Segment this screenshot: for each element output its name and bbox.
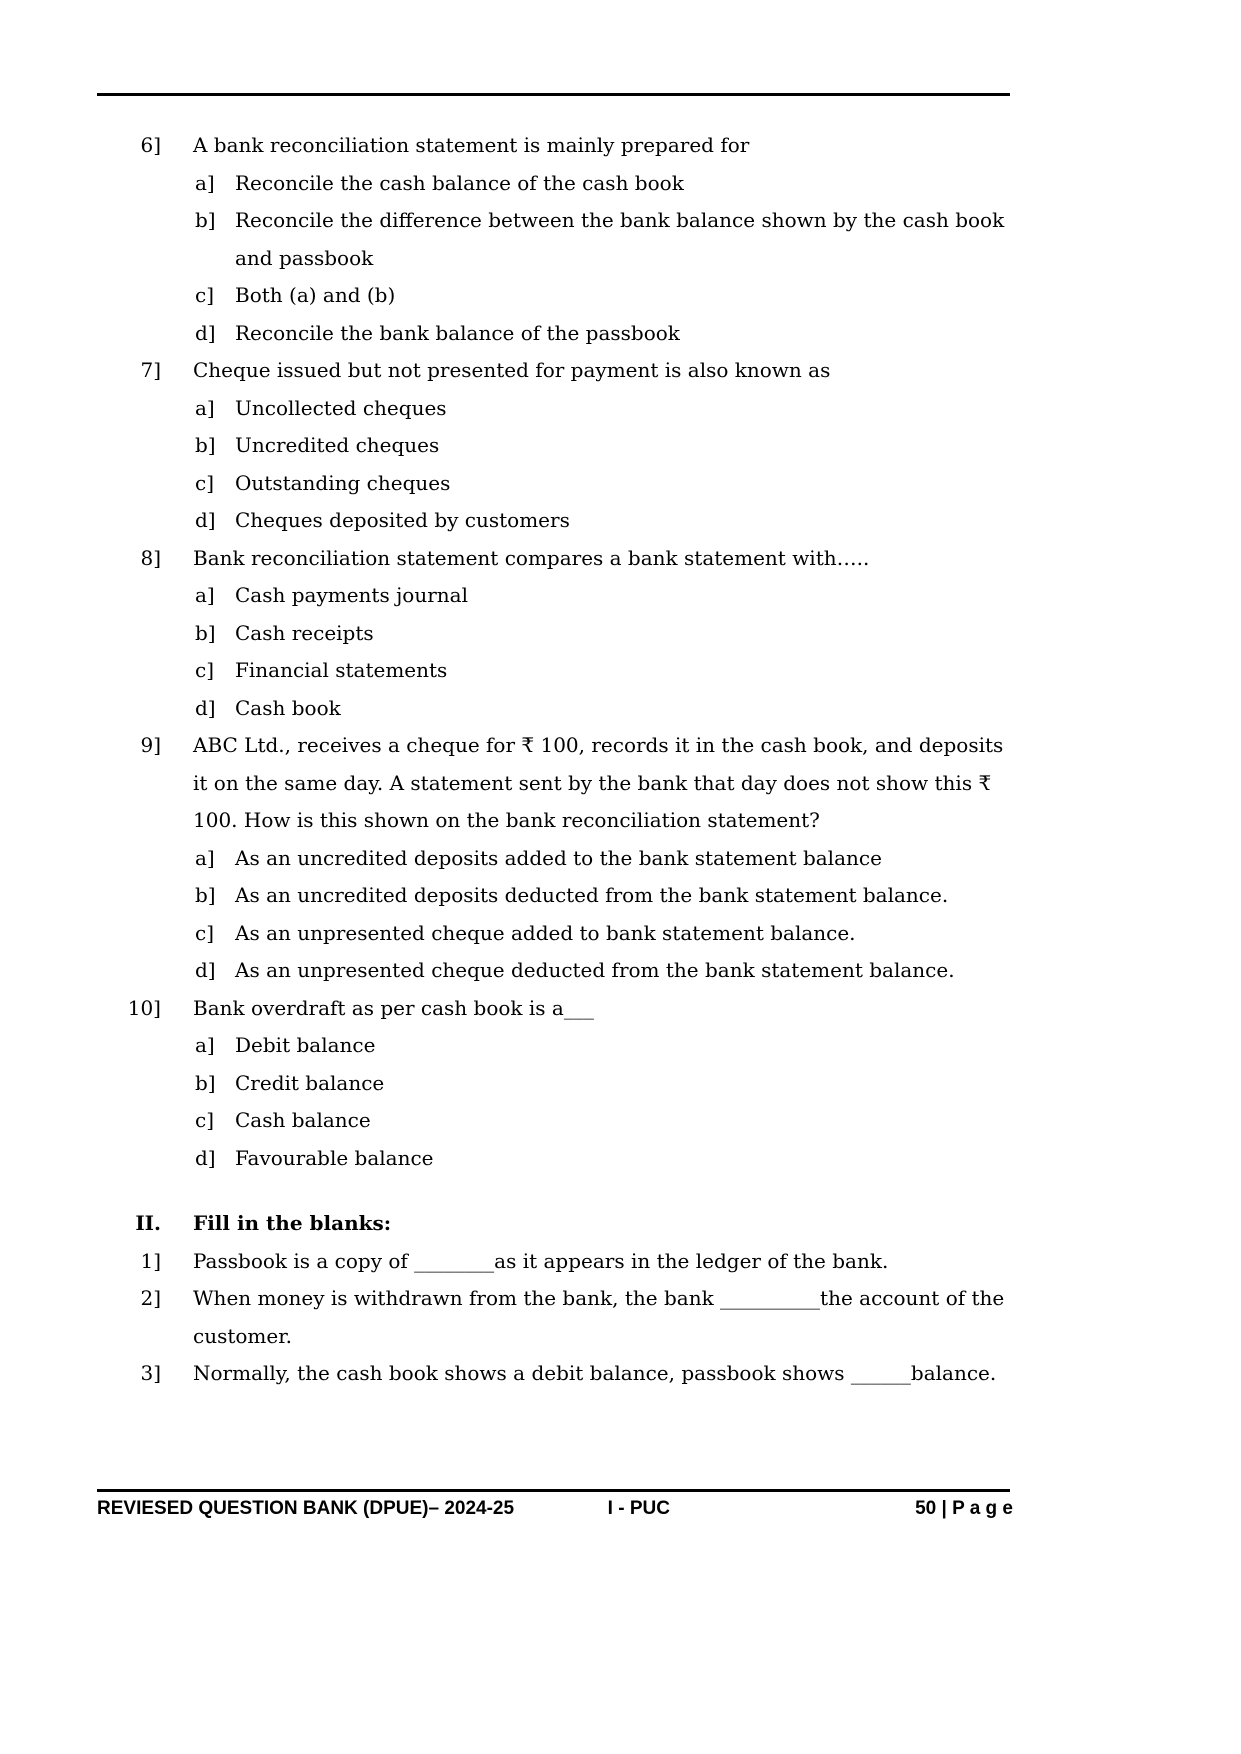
section-title: Fill in the blanks:	[193, 1211, 392, 1235]
option-d	[97, 315, 1013, 353]
option-text: Cash book	[235, 695, 341, 720]
option-label: c]	[195, 1108, 215, 1132]
question-stem	[97, 727, 1013, 840]
option-d	[97, 1140, 1013, 1178]
option-text: Reconcile the cash balance of the cash book	[235, 170, 684, 195]
option-text: Financial statements	[235, 658, 448, 682]
option-label: a]	[195, 845, 215, 870]
option-b	[97, 1065, 1013, 1103]
option-label: c]	[195, 283, 215, 307]
option-text: As an unpresented cheque added to bank statement balance.	[235, 920, 856, 945]
option-c	[97, 652, 1013, 690]
option-a	[97, 840, 1013, 878]
item-number: 2]	[140, 1286, 161, 1310]
fill-blank-item-3	[97, 1355, 1013, 1393]
page-footer	[97, 1498, 1013, 1520]
option-label: b]	[195, 883, 216, 907]
option-a	[97, 165, 1013, 203]
option-label: b]	[195, 620, 216, 645]
section-number: II.	[135, 1211, 161, 1235]
option-text: Reconcile the difference between the bank balance shown by the cash book and passbook	[235, 208, 1005, 270]
item-text: When money is withdrawn from the bank, the bank __________the account of the customer.	[193, 1286, 1005, 1348]
question-text: ABC Ltd., receives a cheque for ₹ 100, records it in the cash book, and deposits it on the same day. A statement sent by the bank that day does not show this ₹ 100. How is this shown on the bank reconciliation statement?	[193, 733, 1004, 832]
option-label: b]	[195, 433, 216, 457]
option-label: d]	[195, 695, 216, 720]
option-b	[97, 877, 1013, 915]
item-text: Normally, the cash book shows a debit balance, passbook shows ______balance.	[193, 1361, 997, 1385]
option-c	[97, 1102, 1013, 1140]
option-label: d]	[195, 320, 216, 345]
option-text: As an unpresented cheque deducted from the bank statement balance.	[235, 958, 955, 982]
option-text: Favourable balance	[235, 1145, 434, 1170]
option-text: Uncredited cheques	[235, 433, 440, 457]
question-stem	[97, 990, 1013, 1028]
footer-rule	[97, 1489, 1010, 1492]
option-d	[97, 502, 1013, 540]
section-heading	[97, 1205, 1013, 1243]
option-text: Debit balance	[235, 1033, 376, 1057]
question-number: 7]	[140, 358, 161, 382]
option-text: Cash balance	[235, 1108, 371, 1132]
option-b	[97, 427, 1013, 465]
option-label: d]	[195, 508, 216, 532]
option-label: c]	[195, 920, 215, 945]
footer-page-number: 50 | P a g e	[915, 1498, 1013, 1519]
option-label: d]	[195, 1145, 216, 1170]
option-b	[97, 615, 1013, 653]
question-stem	[97, 127, 1013, 165]
footer-course-label: I - PUC	[607, 1498, 670, 1519]
item-number: 1]	[140, 1248, 161, 1273]
option-text: Both (a) and (b)	[235, 283, 396, 307]
option-label: a]	[195, 395, 215, 420]
option-label: a]	[195, 1033, 215, 1057]
option-text: Credit balance	[235, 1070, 385, 1095]
option-text: As an uncredited deposits deducted from the bank statement balance.	[235, 883, 949, 907]
option-label: a]	[195, 583, 215, 607]
option-label: c]	[195, 470, 215, 495]
question-bank-content	[97, 127, 1013, 1393]
question-number: 10]	[127, 995, 161, 1020]
option-c	[97, 277, 1013, 315]
option-d	[97, 690, 1013, 728]
option-a	[97, 1027, 1013, 1065]
fill-blank-item-2	[97, 1280, 1013, 1355]
question-number: 9]	[140, 733, 161, 757]
option-label: c]	[195, 658, 215, 682]
item-text: Passbook is a copy of ________as it appears in the ledger of the bank.	[193, 1248, 889, 1273]
option-d	[97, 952, 1013, 990]
option-text: Reconcile the bank balance of the passbook	[235, 320, 680, 345]
option-label: b]	[195, 1070, 216, 1095]
option-a	[97, 390, 1013, 428]
option-b	[97, 202, 1013, 277]
question-text: Cheque issued but not presented for payment is also known as	[193, 358, 831, 382]
item-number: 3]	[140, 1361, 161, 1385]
option-a	[97, 577, 1013, 615]
option-label: a]	[195, 170, 215, 195]
question-stem	[97, 352, 1013, 390]
option-text: Uncollected cheques	[235, 395, 447, 420]
option-text: Cash receipts	[235, 620, 374, 645]
footer-document-title: REVIESED QUESTION BANK (DPUE)– 2024-25	[97, 1498, 515, 1519]
question-text: A bank reconciliation statement is mainly prepared for	[193, 133, 750, 157]
option-label: b]	[195, 208, 216, 232]
question-7	[97, 352, 1013, 540]
question-stem	[97, 540, 1013, 578]
option-text: Outstanding cheques	[235, 470, 451, 495]
question-10	[97, 990, 1013, 1178]
question-text: Bank reconciliation statement compares a bank statement with…..	[193, 545, 870, 570]
option-text: Cheques deposited by customers	[235, 508, 570, 532]
fill-blank-item-1	[97, 1243, 1013, 1281]
option-text: Cash payments journal	[235, 583, 468, 607]
question-8	[97, 540, 1013, 728]
question-number: 8]	[140, 545, 161, 570]
option-c	[97, 915, 1013, 953]
section-fill-in-the-blanks	[97, 1205, 1013, 1393]
option-c	[97, 465, 1013, 503]
option-text: As an uncredited deposits added to the bank statement balance	[235, 845, 882, 870]
question-6	[97, 127, 1013, 352]
header-rule	[97, 93, 1010, 96]
question-text: Bank overdraft as per cash book is a___	[193, 995, 594, 1020]
question-9	[97, 727, 1013, 990]
option-label: d]	[195, 958, 216, 982]
question-number: 6]	[140, 133, 161, 157]
